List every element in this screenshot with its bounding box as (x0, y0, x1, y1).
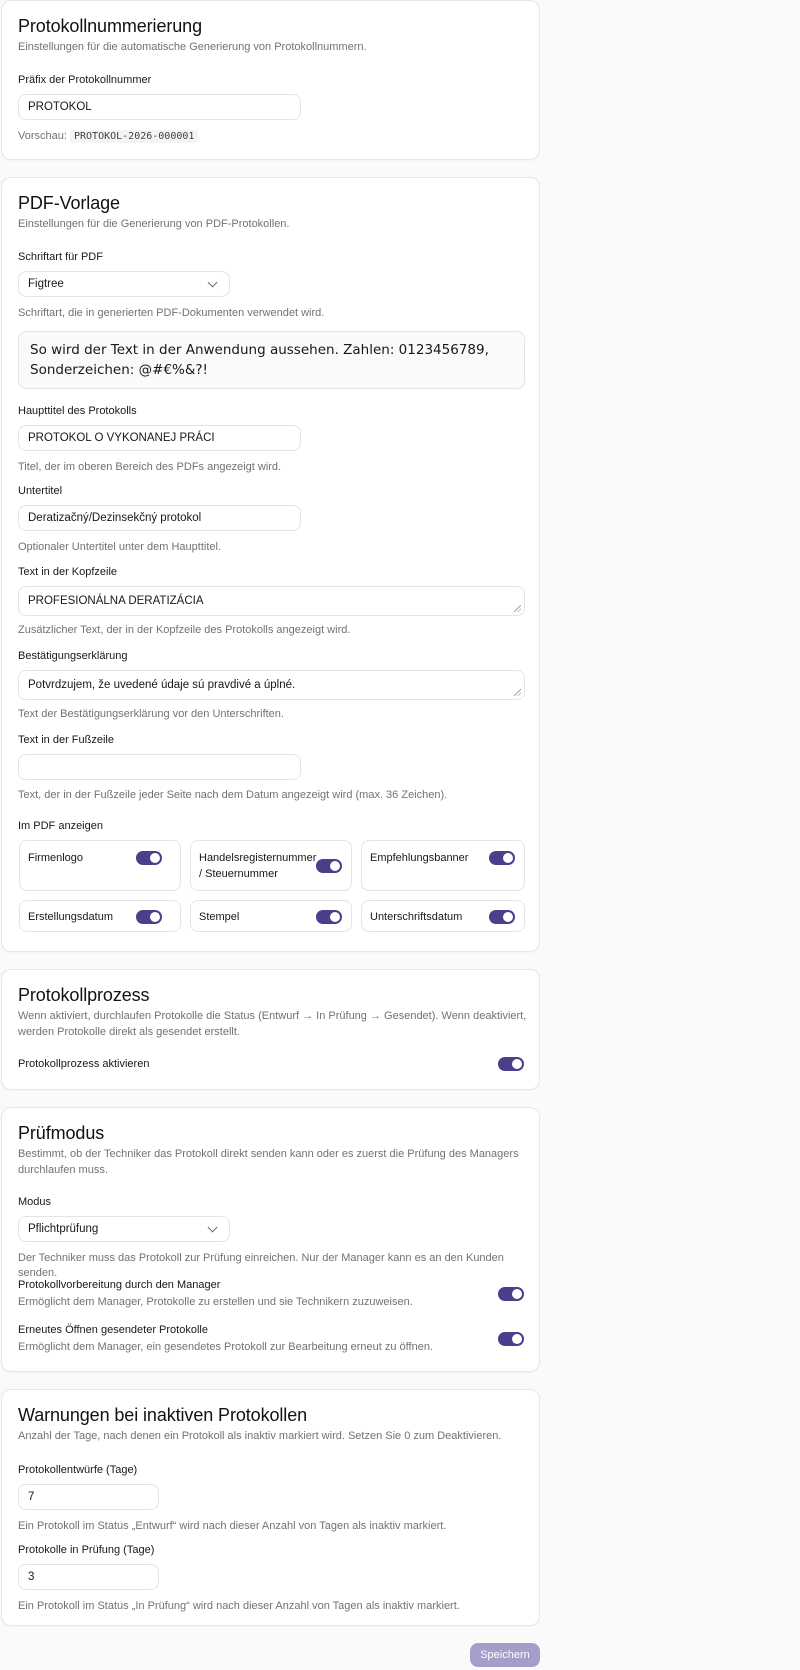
toggle-card-creation-date[interactable] (19, 900, 181, 932)
reopen-help: Ermöglicht dem Manager, ein gesendetes Protokoll zur Bearbeitung erneut zu öffnen. (18, 1341, 433, 1353)
confirmation-help: Text der Bestätigungserklärung vor den Unterschriften. (18, 708, 284, 720)
mode-select-value: Pflichtprüfung (28, 1223, 99, 1235)
prep-label: Protokollvorbereitung durch den Manager (18, 1279, 221, 1291)
section-description: Einstellungen für die Generierung von PDF-Protokollen. (18, 218, 290, 230)
toggle-card-signature-date[interactable] (361, 900, 525, 932)
save-button[interactable]: Speichern (470, 1643, 540, 1667)
toggle-label: Unterschriftsdatum (370, 911, 463, 923)
section-title: Prüfmodus (18, 1123, 105, 1143)
toggle-label-line: / Steuernummer (199, 868, 278, 880)
section-description: Einstellungen für die automatische Generierung von Protokollnummern. (18, 41, 367, 53)
toggle-label: Erstellungsdatum (28, 911, 113, 923)
font-help: Schriftart, die in generierten PDF-Dokumenten verwendet wird. (18, 307, 325, 319)
review-days-label: Protokolle in Prüfung (Tage) (18, 1544, 155, 1556)
registration-number-toggle[interactable] (316, 859, 342, 873)
header-text-value: PROFESIONÁLNA DERATIZÁCIA (28, 595, 204, 607)
pdf-template-card (1, 177, 540, 952)
reopen-toggle[interactable] (498, 1332, 524, 1346)
main-title-label: Haupttitel des Protokolls (18, 405, 137, 417)
drafts-days-label: Protokollentwürfe (Tage) (18, 1464, 138, 1476)
inactive-warnings-card (1, 1389, 540, 1626)
chevron-down-icon (208, 1222, 218, 1232)
main-title-input[interactable] (18, 425, 301, 451)
toggle-label: Stempel (199, 911, 240, 923)
mode-help: Der Techniker muss das Protokoll zur Prüfung einreichen. Nur der Manager kann es an den Kunden senden. (18, 1252, 504, 1279)
creation-date-toggle[interactable] (136, 910, 162, 924)
subtitle-input-value: Deratizačný/Dezinsekčný protokol (28, 512, 202, 524)
toggle-card-stamp[interactable] (190, 900, 352, 932)
toggle-card-referral-banner[interactable] (361, 840, 525, 891)
drafts-days-help: Ein Protokoll im Status „Entwurf“ wird nach dieser Anzahl von Tagen als inaktiv markiert. (18, 1520, 447, 1532)
section-description (18, 1008, 526, 1040)
stamp-toggle[interactable] (316, 910, 342, 924)
preview-value: PROTOKOL-2026-000001 (70, 130, 198, 143)
review-days-help: Ein Protokoll im Status „In Prüfung“ wird nach dieser Anzahl von Tagen als inaktiv markiert. (18, 1600, 460, 1612)
prefix-input-value: PROTOKOL (28, 101, 92, 113)
font-select[interactable] (18, 271, 230, 297)
section-title: Protokollnummerierung (18, 16, 202, 36)
toggle-label: Empfehlungsbanner (370, 852, 469, 864)
subtitle-input[interactable] (18, 505, 301, 531)
section-title: PDF-Vorlage (18, 193, 120, 213)
toggle-label: Firmenlogo (28, 852, 84, 864)
description-line: Wenn aktiviert, durchlaufen Protokolle die Status (Entwurf → In Prüfung → Gesendet). Wenn deaktiviert, (18, 1010, 527, 1022)
footer-text-label: Text in der Fußzeile (18, 734, 114, 746)
drafts-days-value: 7 (28, 1491, 35, 1503)
subtitle-help: Optionaler Untertitel unter dem Haupttitel. (18, 541, 221, 553)
footer-text-input[interactable] (18, 754, 301, 780)
mode-label: Modus (18, 1196, 52, 1208)
toggle-label-line: Handelsregisternummer (199, 852, 317, 864)
prefix-preview (18, 129, 198, 144)
company-logo-toggle[interactable] (136, 851, 162, 865)
referral-banner-toggle[interactable] (489, 851, 515, 865)
confirmation-label: Bestätigungserklärung (18, 650, 128, 662)
process-card (1, 969, 540, 1090)
description-line: werden Protokolle direkt als gesendet erstellt. (18, 1026, 240, 1038)
header-text-textarea[interactable] (18, 586, 525, 616)
mode-select[interactable] (18, 1216, 230, 1242)
header-text-label: Text in der Kopfzeile (18, 566, 118, 578)
prep-help: Ermöglicht dem Manager, Protokolle zu erstellen und sie Technikern zuzuweisen. (18, 1296, 413, 1308)
description-line: Bestimmt, ob der Techniker das Protokoll direkt senden kann oder es zuerst die Prüfung des Managers (18, 1148, 519, 1160)
footer-text-help: Text, der in der Fußzeile jeder Seite nach dem Datum angezeigt wird (max. 36 Zeichen). (18, 789, 448, 801)
section-description: Anzahl der Tage, nach denen ein Protokoll als inaktiv markiert wird. Setzen Sie 0 zum Deaktivieren. (18, 1430, 502, 1442)
main-title-input-value: PROTOKOL O VYKONANEJ PRÁCI (28, 432, 215, 444)
font-select-value: Figtree (28, 278, 64, 290)
process-toggle-label: Protokollprozess aktivieren (18, 1058, 150, 1070)
chevron-down-icon (208, 277, 218, 287)
prefix-label: Präfix der Protokollnummer (18, 74, 152, 86)
numbering-card (1, 0, 540, 160)
resize-handle-icon[interactable] (514, 605, 521, 612)
description-line: durchlaufen muss. (18, 1164, 108, 1176)
process-toggle[interactable] (498, 1057, 524, 1071)
header-text-help: Zusätzlicher Text, der in der Kopfzeile des Protokolls angezeigt wird. (18, 624, 351, 636)
section-description (18, 1146, 519, 1178)
prefix-input[interactable] (18, 94, 301, 120)
toggle-card-registration-number[interactable] (190, 840, 352, 891)
review-days-value: 3 (28, 1571, 35, 1583)
prep-toggle[interactable] (498, 1287, 524, 1301)
main-title-help: Titel, der im oberen Bereich des PDFs angezeigt wird. (18, 461, 282, 473)
font-preview-line: Sonderzeichen: @#€%&?! (30, 362, 208, 378)
resize-handle-icon[interactable] (514, 689, 521, 696)
preview-label: Vorschau: (18, 130, 67, 142)
section-title: Protokollprozess (18, 985, 150, 1005)
toggle-card-company-logo[interactable] (19, 840, 181, 891)
review-days-input[interactable] (18, 1564, 159, 1590)
font-label: Schriftart für PDF (18, 251, 103, 263)
signature-date-toggle[interactable] (489, 910, 515, 924)
drafts-days-input[interactable] (18, 1484, 159, 1510)
reopen-label: Erneutes Öffnen gesendeter Protokolle (18, 1324, 208, 1336)
show-in-pdf-label: Im PDF anzeigen (18, 820, 103, 832)
review-mode-card (1, 1107, 540, 1372)
subtitle-label: Untertitel (18, 485, 63, 497)
font-preview-line: So wird der Text in der Anwendung aussehen. Zahlen: 0123456789, (30, 342, 489, 358)
confirmation-textarea[interactable] (18, 670, 525, 700)
font-preview (18, 331, 525, 389)
toggle-label (199, 850, 316, 882)
section-title: Warnungen bei inaktiven Protokollen (18, 1405, 308, 1425)
confirmation-value: Potvrdzujem, že uvedené údaje sú pravdivé a úplné. (28, 679, 296, 691)
